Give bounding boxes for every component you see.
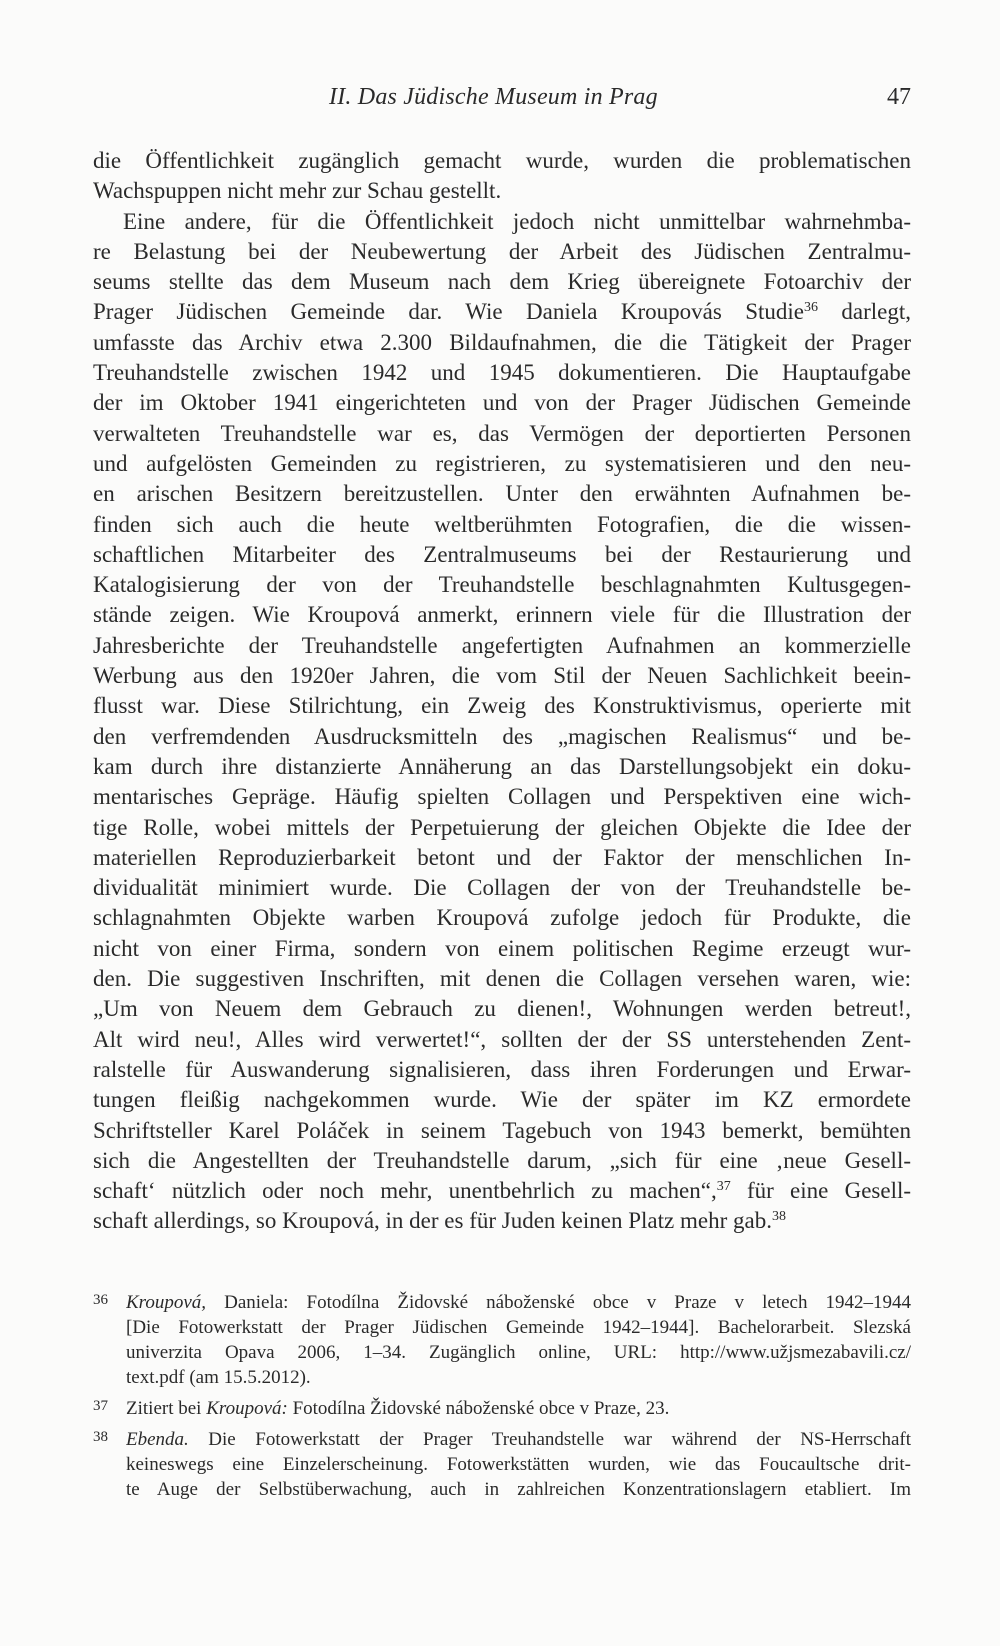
running-title: II. Das Jüdische Museum in Prag: [329, 84, 658, 110]
text-line: Treuhandstelle zwischen 1942 und 1945 dokumentieren. Die Hauptaufgabe: [93, 360, 911, 386]
text-line: „Um von Neuem dem Gebrauch zu dienen!, Wohnungen werden betreut!,: [93, 996, 911, 1022]
author-name: Kroupová,: [126, 1292, 207, 1313]
text-line: Werbung aus den 1920er Jahren, die vom Stil der Neuen Sachlichkeit beein-: [93, 663, 911, 689]
text-line: den. Die suggestiven Inschriften, mit denen die Collagen versehen waren, wie:: [93, 966, 911, 992]
text-line: schlagnahmten Objekte warben Kroupová zufolge jedoch für Produkte, die: [93, 905, 911, 931]
text-line: en arischen Besitzern bereitzustellen. Unter den erwähnten Aufnahmen be-: [93, 481, 911, 507]
text-line: tige Rolle, wobei mittels der Perpetuierung der gleichen Objekte die Idee der: [93, 814, 911, 840]
text-line: flusst war. Diese Stilrichtung, ein Zweig des Konstruktivismus, operierte mit: [93, 693, 911, 719]
text-line: [93, 1176, 911, 1206]
text-line: [93, 1206, 911, 1236]
footnote-number: 38: [93, 1429, 108, 1445]
text-span: Prager Jüdischen Gemeinde dar. Wie Daniela Kroupovás Studie: [93, 299, 805, 325]
text-line: den verfremdenden Ausdrucksmitteln des „magischen Realismus“ und be-: [93, 723, 911, 749]
ebenda-label: Ebenda.: [126, 1429, 189, 1450]
text-line: seums stellte das dem Museum nach dem Krieg übereignete Fotoarchiv der: [93, 269, 911, 295]
text-span: Fotodílna Židovské náboženské obce v Praze, 23.: [287, 1398, 670, 1419]
text-line: der im Oktober 1941 eingerichteten und von der Prager Jüdischen Gemeinde: [93, 390, 911, 416]
text-line: und aufgelösten Gemeinden zu registrieren, zu systematisieren und den neu-: [93, 450, 911, 476]
text-line: die Öffentlichkeit zugänglich gemacht wurde, wurden die problematischen: [93, 148, 911, 173]
text-line: Jahresberichte der Treuhandstelle angefertigten Aufnahmen an kommerzielle: [93, 632, 911, 658]
main-text: [93, 146, 911, 1237]
text-line: materiellen Reproduzierbarkeit betont und der Faktor der menschlichen In-: [93, 844, 911, 870]
footnotes: [93, 1290, 911, 1508]
text-line: umfasste das Archiv etwa 2.300 Bildaufnahmen, die die Tätigkeit der Prager: [93, 329, 911, 355]
text-line: dividualität minimiert wurde. Die Collagen der von der Treuhandstelle be-: [93, 875, 911, 901]
footnote-number: 36: [93, 1292, 108, 1308]
text-line: schaftlichen Mitarbeiter des Zentralmuseums bei der Restaurierung und: [93, 541, 911, 567]
footnote-line: te Auge der Selbstüberwachung, auch in zahlreichen Konzentrationslagern etabliert. Im: [126, 1479, 911, 1500]
text-line: verwalteten Treuhandstelle war es, das Vermögen der deportierten Personen: [93, 420, 911, 446]
text-line: ralstelle für Auswanderung signalisieren, dass ihren Forderungen und Erwar-: [93, 1056, 911, 1082]
text-line: re Belastung bei der Neubewertung der Arbeit des Jüdischen Zentralmu-: [93, 238, 911, 264]
text-line: Wachspuppen nicht mehr zur Schau gestellt.: [93, 178, 502, 204]
footnote-line: [Die Fotowerkstatt der Prager Jüdischen Gemeinde 1942–1944]. Bachelorarbeit. Slezská: [126, 1317, 911, 1338]
author-name: Kroupová:: [206, 1398, 288, 1419]
text-span: Die Fotowerkstatt der Prager Treuhandstelle war während der NS-Herrschaft: [188, 1429, 911, 1450]
text-line: Schriftsteller Karel Poláček in seinem Tagebuch von 1943 bemerkt, bemühten: [93, 1117, 911, 1143]
text-span: Zitiert bei: [126, 1398, 207, 1419]
text-line: mentarisches Gepräge. Häufig spielten Collagen und Perspektiven eine wich-: [93, 784, 911, 810]
footnote-37: [93, 1396, 911, 1421]
footnote-line: text.pdf (am 15.5.2012).: [126, 1367, 311, 1388]
text-line: [93, 297, 911, 327]
text-span: schaft allerdings, so Kroupová, in der es für Juden keinen Platz mehr gab.: [93, 1208, 772, 1234]
footnote-line: keineswegs eine Einzelerscheinung. Fotowerkstätten wurden, wie das Foucaultsche drit-: [126, 1454, 911, 1475]
footnote-36: [93, 1290, 911, 1390]
text-line: kam durch ihre distanzierte Annäherung an das Darstellungsobjekt ein doku-: [93, 753, 911, 779]
text-line: stände zeigen. Wie Kroupová anmerkt, erinnern viele für die Illustration der: [93, 602, 911, 628]
text-line: sich die Angestellten der Treuhandstelle darum, „sich für eine ‚neue Gesell-: [93, 1147, 911, 1173]
text-span: für eine Gesell-: [730, 1178, 911, 1204]
text-span: darlegt,: [818, 299, 911, 325]
footnote-line: univerzita Opava 2006, 1–34. Zugänglich online, URL: http://www.užjsmezabavili.cz/: [126, 1342, 911, 1363]
text-line: nicht von einer Firma, sondern von einem politischen Regime erzeugt wur-: [93, 935, 911, 961]
footnote-line: [126, 1290, 911, 1315]
running-head: [93, 84, 911, 114]
footnote-line: [126, 1427, 911, 1452]
page-number: 47: [887, 84, 911, 110]
text-line: Alt wird neu!, Alles wird verwertet!“, sollten der der SS unterstehenden Zent-: [93, 1026, 911, 1052]
text-line: Katalogisierung der von der Treuhandstelle beschlagnahmten Kultusgegen-: [93, 572, 911, 598]
footnote-line: [126, 1396, 911, 1421]
footnote-ref: 38: [771, 1209, 786, 1225]
text-line: Eine andere, für die Öffentlichkeit jedoch nicht unmittelbar wahrnehmba-: [123, 208, 911, 234]
footnote-number: 37: [93, 1398, 108, 1414]
text-span: Daniela: Fotodílna Židovské náboženské obce v Praze v letech 1942–1944: [206, 1292, 911, 1313]
text-line: finden sich auch die heute weltberühmten Fotografien, die die wissen-: [93, 511, 911, 537]
footnote-ref: 37: [716, 1179, 731, 1195]
text-line: tungen fleißig nachgekommen wurde. Wie der später im KZ ermordete: [93, 1087, 911, 1113]
text-span: schaft‘ nützlich oder noch mehr, unentbehrlich zu machen“,: [93, 1178, 717, 1204]
footnote-ref: 36: [804, 300, 819, 316]
footnote-38: [93, 1427, 911, 1502]
